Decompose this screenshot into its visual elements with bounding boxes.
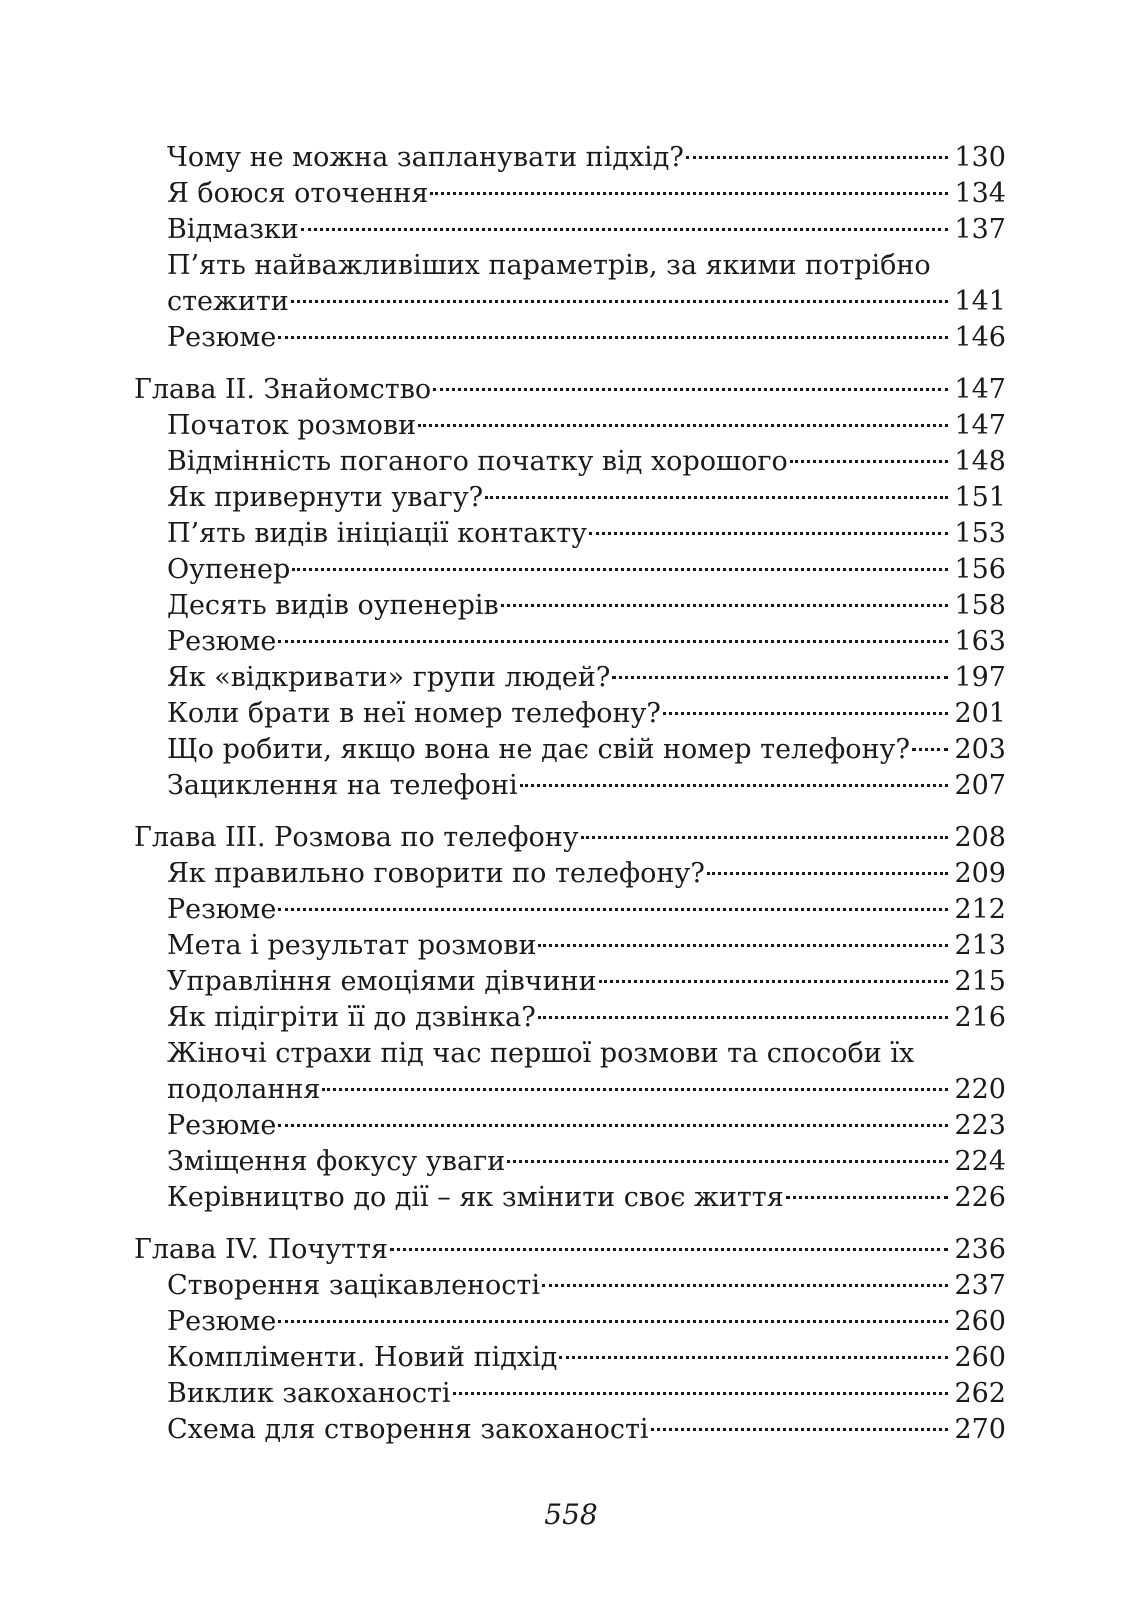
dot-leader xyxy=(418,424,948,427)
toc-entry xyxy=(134,480,1006,516)
toc-page-number: 201 xyxy=(954,698,1006,729)
dot-leader xyxy=(292,568,948,571)
toc-section xyxy=(134,820,1006,1216)
dot-leader xyxy=(322,1088,948,1091)
toc-page-number: 212 xyxy=(954,894,1006,925)
toc-entry xyxy=(134,1000,1006,1036)
toc-entry xyxy=(134,284,1006,320)
toc-page-number: 197 xyxy=(954,662,1006,693)
toc-entry-title: Глава II. Знайомство xyxy=(134,374,432,405)
toc-page-number: 147 xyxy=(954,374,1006,405)
dot-leader xyxy=(430,192,948,195)
toc-entry-title: Управління емоціями дівчини xyxy=(167,966,597,997)
toc-entry-title: стежити xyxy=(167,286,289,317)
toc-page-number: 207 xyxy=(954,770,1006,801)
toc-page-number: 262 xyxy=(954,1378,1006,1409)
toc-entry-first-line xyxy=(134,1036,1006,1072)
toc-entry xyxy=(134,212,1006,248)
toc-entry xyxy=(134,892,1006,928)
toc-entry xyxy=(134,1340,1006,1376)
toc-entry-title: Виклик закоханості xyxy=(167,1378,451,1409)
toc-entry xyxy=(134,588,1006,624)
dot-leader xyxy=(433,388,948,391)
toc-entry-title: Чому не можна запланувати підхід? xyxy=(167,142,684,173)
toc-entry-title: Зациклення на телефоні xyxy=(167,770,518,801)
dot-leader xyxy=(589,532,948,535)
toc-section xyxy=(134,1232,1006,1448)
toc-entry-title: Резюме xyxy=(167,1306,277,1337)
dot-leader xyxy=(538,1016,949,1019)
toc-entry-title: Жіночі страхи під час першої розмови та способи їх xyxy=(167,1038,915,1069)
toc-entry xyxy=(134,444,1006,480)
dot-leader xyxy=(686,156,949,159)
dot-leader xyxy=(786,1196,949,1199)
toc-page-number: 208 xyxy=(954,822,1006,853)
toc-entry-title: Як «відкривати» групи людей? xyxy=(167,662,611,693)
dot-leader xyxy=(291,300,949,303)
toc-entry-title: Резюме xyxy=(167,894,277,925)
toc-entry-title: П’ять найважливіших параметрів, за якими потрібно xyxy=(167,250,931,281)
dot-leader xyxy=(390,1248,948,1251)
toc-page-number: 237 xyxy=(954,1270,1006,1301)
toc-page-number: 141 xyxy=(954,286,1006,317)
toc-section xyxy=(134,140,1006,356)
toc-entry-title: Схема для створення закоханості xyxy=(167,1414,649,1445)
toc-page-number: 260 xyxy=(954,1342,1006,1373)
toc-entry xyxy=(134,732,1006,768)
dot-leader xyxy=(278,1320,948,1323)
toc-page-number: 134 xyxy=(954,178,1006,209)
chapter-heading xyxy=(134,372,1006,408)
toc-page-number: 147 xyxy=(954,410,1006,441)
toc-entry xyxy=(134,856,1006,892)
toc-entry-title: Відмінність поганого початку від хорошого xyxy=(167,446,788,477)
toc-entry xyxy=(134,1304,1006,1340)
toc-page-number: 236 xyxy=(954,1234,1006,1265)
dot-leader xyxy=(542,1284,948,1287)
toc-entry-title: Мета і результат розмови xyxy=(167,930,537,961)
toc-page-number: 151 xyxy=(954,482,1006,513)
toc-entry-title: Створення зацікавленості xyxy=(167,1270,540,1301)
toc-entry-title: Резюме xyxy=(167,322,277,353)
toc-entry xyxy=(134,552,1006,588)
toc-entry-title: Резюме xyxy=(167,626,277,657)
toc-page-number: 223 xyxy=(954,1110,1006,1141)
toc-entry xyxy=(134,320,1006,356)
toc-page-number: 226 xyxy=(954,1182,1006,1213)
toc-entry-title: подолання xyxy=(167,1074,321,1105)
toc-entry xyxy=(134,140,1006,176)
toc-entry-title: Коли брати в неї номер телефону? xyxy=(167,698,661,729)
chapter-heading xyxy=(134,820,1006,856)
toc-entry-title: Як правильно говорити по телефону? xyxy=(167,858,705,889)
toc-entry-title: Керівництво до дії – як змінити своє життя xyxy=(167,1182,784,1213)
dot-leader xyxy=(912,748,949,751)
toc-page-number: 148 xyxy=(954,446,1006,477)
dot-leader xyxy=(501,604,949,607)
toc-entry xyxy=(134,516,1006,552)
dot-leader xyxy=(651,1428,949,1431)
toc-page-number: 203 xyxy=(954,734,1006,765)
toc-entry xyxy=(134,928,1006,964)
toc-entry xyxy=(134,660,1006,696)
toc-entry-title: Глава III. Розмова по телефону xyxy=(134,822,579,853)
chapter-heading xyxy=(134,1232,1006,1268)
dot-leader xyxy=(581,836,949,839)
dot-leader xyxy=(520,784,949,787)
toc-page-number: 158 xyxy=(954,590,1006,621)
toc-page-number: 216 xyxy=(954,1002,1006,1033)
toc-entry-title: Початок розмови xyxy=(167,410,417,441)
toc-entry-title: Компліменти. Новий підхід xyxy=(167,1342,558,1373)
toc-page-number: 163 xyxy=(954,626,1006,657)
dot-leader xyxy=(278,908,948,911)
dot-leader xyxy=(612,676,948,679)
dot-leader xyxy=(599,980,949,983)
toc-entry-title: Резюме xyxy=(167,1110,277,1141)
dot-leader xyxy=(278,336,948,339)
toc-page-number: 156 xyxy=(954,554,1006,585)
toc-entry xyxy=(134,696,1006,732)
dot-leader xyxy=(278,1124,948,1127)
toc-section xyxy=(134,372,1006,804)
dot-leader xyxy=(278,640,948,643)
toc-entry-title: Що робити, якщо вона не дає свій номер телефону? xyxy=(167,734,910,765)
dot-leader xyxy=(301,228,949,231)
dot-leader xyxy=(663,712,949,715)
table-of-contents xyxy=(134,140,1006,1464)
toc-entry xyxy=(134,624,1006,660)
toc-page-number: 209 xyxy=(954,858,1006,889)
toc-entry xyxy=(134,1412,1006,1448)
toc-page-number: 130 xyxy=(954,142,1006,173)
toc-entry-title: П’ять видів ініціації контакту xyxy=(167,518,588,549)
toc-page-number: 137 xyxy=(954,214,1006,245)
toc-entry-title: Десять видів оупенерів xyxy=(167,590,499,621)
dot-leader xyxy=(538,944,948,947)
toc-entry-title: Я боюся оточення xyxy=(167,178,429,209)
toc-page-number: 220 xyxy=(954,1074,1006,1105)
toc-page-number: 260 xyxy=(954,1306,1006,1337)
toc-entry xyxy=(134,408,1006,444)
toc-entry-title: Як привернути увагу? xyxy=(167,482,484,513)
toc-entry-title: Як підігріти її до дзвінка? xyxy=(167,1002,536,1033)
toc-page-number: 270 xyxy=(954,1414,1006,1445)
toc-page-number: 224 xyxy=(954,1146,1006,1177)
dot-leader xyxy=(559,1356,948,1359)
toc-entry-title: Глава IV. Почуття xyxy=(134,1234,389,1265)
toc-page-number: 215 xyxy=(954,966,1006,997)
dot-leader xyxy=(790,460,949,463)
toc-entry xyxy=(134,176,1006,212)
toc-entry xyxy=(134,1144,1006,1180)
dot-leader xyxy=(485,496,948,499)
toc-entry-title: Оупенер xyxy=(167,554,291,585)
toc-entry xyxy=(134,964,1006,1000)
toc-entry-title: Відмазки xyxy=(167,214,299,245)
dot-leader xyxy=(507,1160,948,1163)
page-number: 558 xyxy=(544,1498,598,1531)
toc-entry xyxy=(134,1268,1006,1304)
toc-entry-title: Зміщення фокусу уваги xyxy=(167,1146,506,1177)
toc-page-number: 213 xyxy=(954,930,1006,961)
toc-entry xyxy=(134,1376,1006,1412)
toc-entry xyxy=(134,1180,1006,1216)
toc-entry xyxy=(134,1072,1006,1108)
toc-entry-first-line xyxy=(134,248,1006,284)
toc-page-number: 153 xyxy=(954,518,1006,549)
toc-entry xyxy=(134,768,1006,804)
dot-leader xyxy=(707,872,949,875)
dot-leader xyxy=(453,1392,949,1395)
toc-entry xyxy=(134,1108,1006,1144)
toc-page-number: 146 xyxy=(954,322,1006,353)
